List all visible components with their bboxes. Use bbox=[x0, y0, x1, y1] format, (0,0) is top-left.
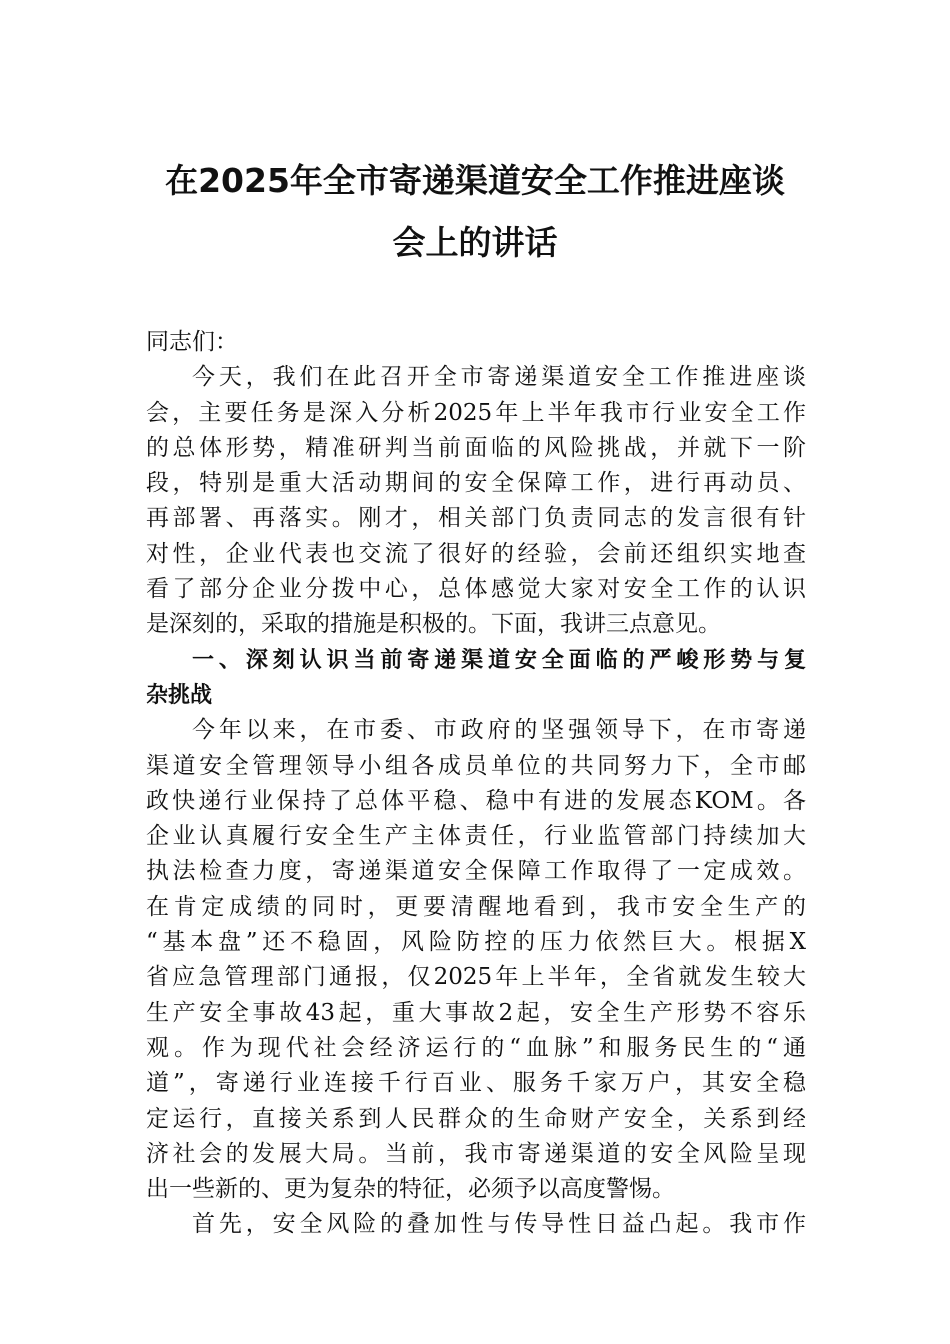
salutation: 同志们： bbox=[146, 329, 238, 355]
paragraph-1 bbox=[146, 360, 806, 642]
title-line-1: 在2025年全市寄递渠道安全工作推进座谈 bbox=[165, 161, 785, 200]
paragraph-line: 定运行，直接关系到人民群众的生命财产安全，关系到经 bbox=[146, 1105, 806, 1132]
paragraph-line: 今年以来，在市委、市政府的坚强领导下，在市寄递 bbox=[192, 717, 806, 744]
paragraph-line: 政快递行业保持了总体平稳、稳中有进的发展态KOM。各 bbox=[146, 787, 806, 814]
paragraph-line: 执法检查力度，寄递渠道安全保障工作取得了一定成效。 bbox=[146, 858, 806, 885]
document-body bbox=[146, 325, 806, 1243]
paragraph-line: 省应急管理部门通报，仅2025年上半年，全省就发生较大 bbox=[146, 964, 806, 991]
paragraph-line: 是深刻的，采取的措施是积极的。下面，我讲三点意见。 bbox=[146, 611, 721, 638]
paragraph-line: 看了部分企业分拨中心，总体感觉大家对安全工作的认识 bbox=[146, 576, 806, 603]
title-line-2: 会上的讲话 bbox=[392, 223, 558, 262]
paragraph-line: 对性，企业代表也交流了很好的经验，会前还组织实地查 bbox=[146, 540, 806, 567]
paragraph-line: 企业认真履行安全生产主体责任，行业监管部门持续加大 bbox=[146, 823, 806, 850]
paragraph-line: 观。作为现代社会经济运行的“血脉”和服务民生的“通 bbox=[146, 1034, 806, 1061]
paragraph-line: 生产安全事故43起，重大事故2起，安全生产形势不容乐 bbox=[146, 999, 806, 1026]
paragraph-line: 在肯定成绩的同时，更要清醒地看到，我市安全生产的 bbox=[146, 893, 806, 920]
paragraph-line: 的总体形势，精准研判当前面临的风险挑战，并就下一阶 bbox=[146, 434, 806, 461]
paragraph-line: 出一些新的、更为复杂的特征，必须予以高度警惕。 bbox=[146, 1176, 675, 1203]
paragraph-3 bbox=[146, 1207, 806, 1242]
paragraph-line: 段，特别是重大活动期间的安全保障工作，进行再动员、 bbox=[146, 470, 806, 497]
paragraph-2 bbox=[146, 713, 806, 1207]
paragraph-line: 再部署、再落实。刚才，相关部门负责同志的发言很有针 bbox=[146, 505, 806, 532]
section-heading-1 bbox=[146, 643, 806, 714]
paragraph-line: 会，主要任务是深入分析2025年上半年我市行业安全工作 bbox=[146, 399, 806, 426]
section-heading-line: 一、深刻认识当前寄递渠道安全面临的严峻形势与复 bbox=[192, 647, 806, 673]
paragraph-line: “基本盘”还不稳固，风险防控的压力依然巨大。根据X bbox=[146, 929, 806, 956]
paragraph-line: 济社会的发展大局。当前，我市寄递渠道的安全风险呈现 bbox=[146, 1140, 806, 1167]
document-title bbox=[140, 150, 810, 274]
paragraph-line: 首先，安全风险的叠加性与传导性日益凸起。我市作 bbox=[192, 1211, 806, 1238]
paragraph-line: 今天，我们在此召开全市寄递渠道安全工作推进座谈 bbox=[192, 364, 806, 391]
section-heading-line: 杂挑战 bbox=[146, 682, 213, 708]
paragraph-line: 道”，寄递行业连接千行百业、服务千家万户，其安全稳 bbox=[146, 1070, 806, 1097]
paragraph-line: 渠道安全管理领导小组各成员单位的共同努力下，全市邮 bbox=[146, 752, 806, 779]
